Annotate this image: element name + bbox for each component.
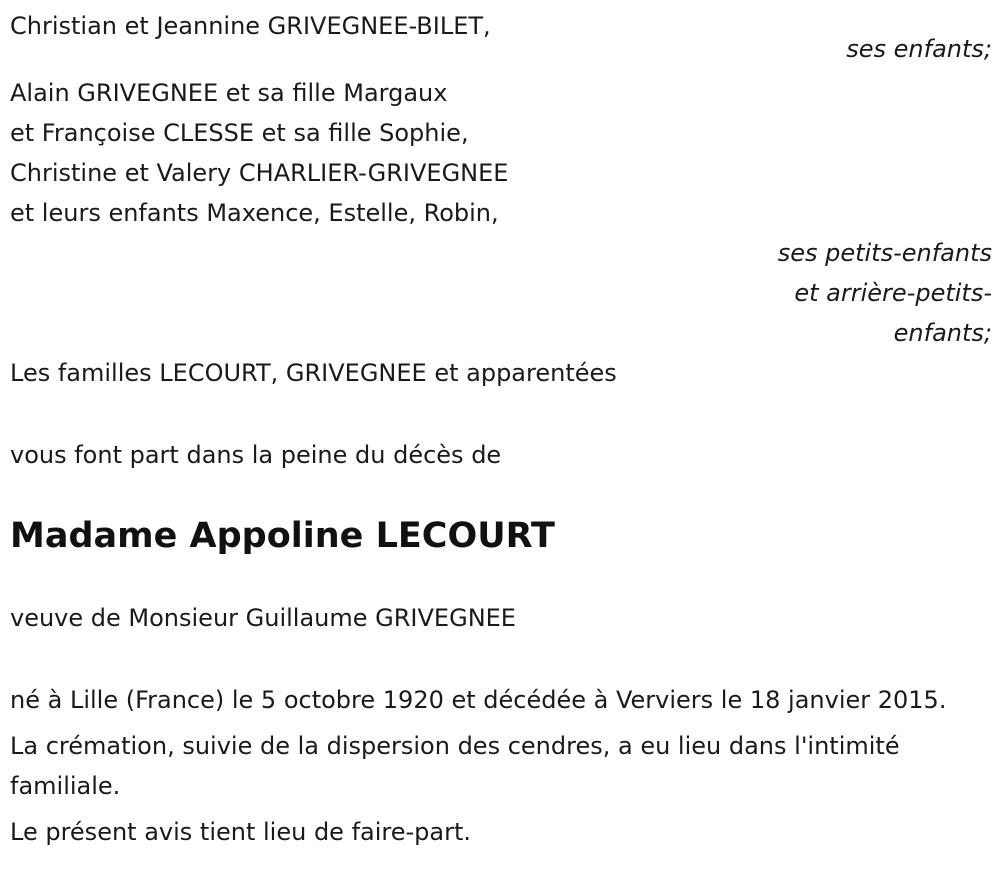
grandchildren-role-line: ses petits-enfants [777, 239, 992, 267]
grandchildren-role-line: enfants; [893, 319, 992, 347]
birth-death-paragraph: né à Lille (France) le 5 octobre 1920 et décédée à Verviers le 18 janvier 2015. [10, 686, 947, 714]
grandchildren-line: Christine et Valery CHARLIER-GRIVEGNEE [10, 159, 509, 187]
children-role: ses enfants; [846, 35, 992, 63]
notice-paragraph: Le présent avis tient lieu de faire-part. [10, 818, 472, 846]
obituary-notice [10, 6, 992, 852]
deceased-name: Madame Appoline LECOURT [10, 516, 555, 556]
grandchildren-role-line: et arrière-petits- [794, 279, 992, 307]
cremation-paragraph: La crémation, suivie de la dispersion des cendres, a eu lieu dans l'intimité familiale. [10, 732, 900, 800]
families-line: Les familles LECOURT, GRIVEGNEE et apparentées [10, 359, 617, 387]
widow-of-line: veuve de Monsieur Guillaume GRIVEGNEE [10, 604, 516, 632]
grandchildren-line: et Françoise CLESSE et sa fille Sophie, [10, 119, 469, 147]
grandchildren-line: Alain GRIVEGNEE et sa fille Margaux [10, 79, 448, 107]
grandchildren-line: et leurs enfants Maxence, Estelle, Robin, [10, 199, 499, 227]
intro-line: vous font part dans la peine du décès de [10, 441, 502, 469]
children-names: Christian et Jeannine GRIVEGNEE-BILET, [10, 12, 491, 40]
